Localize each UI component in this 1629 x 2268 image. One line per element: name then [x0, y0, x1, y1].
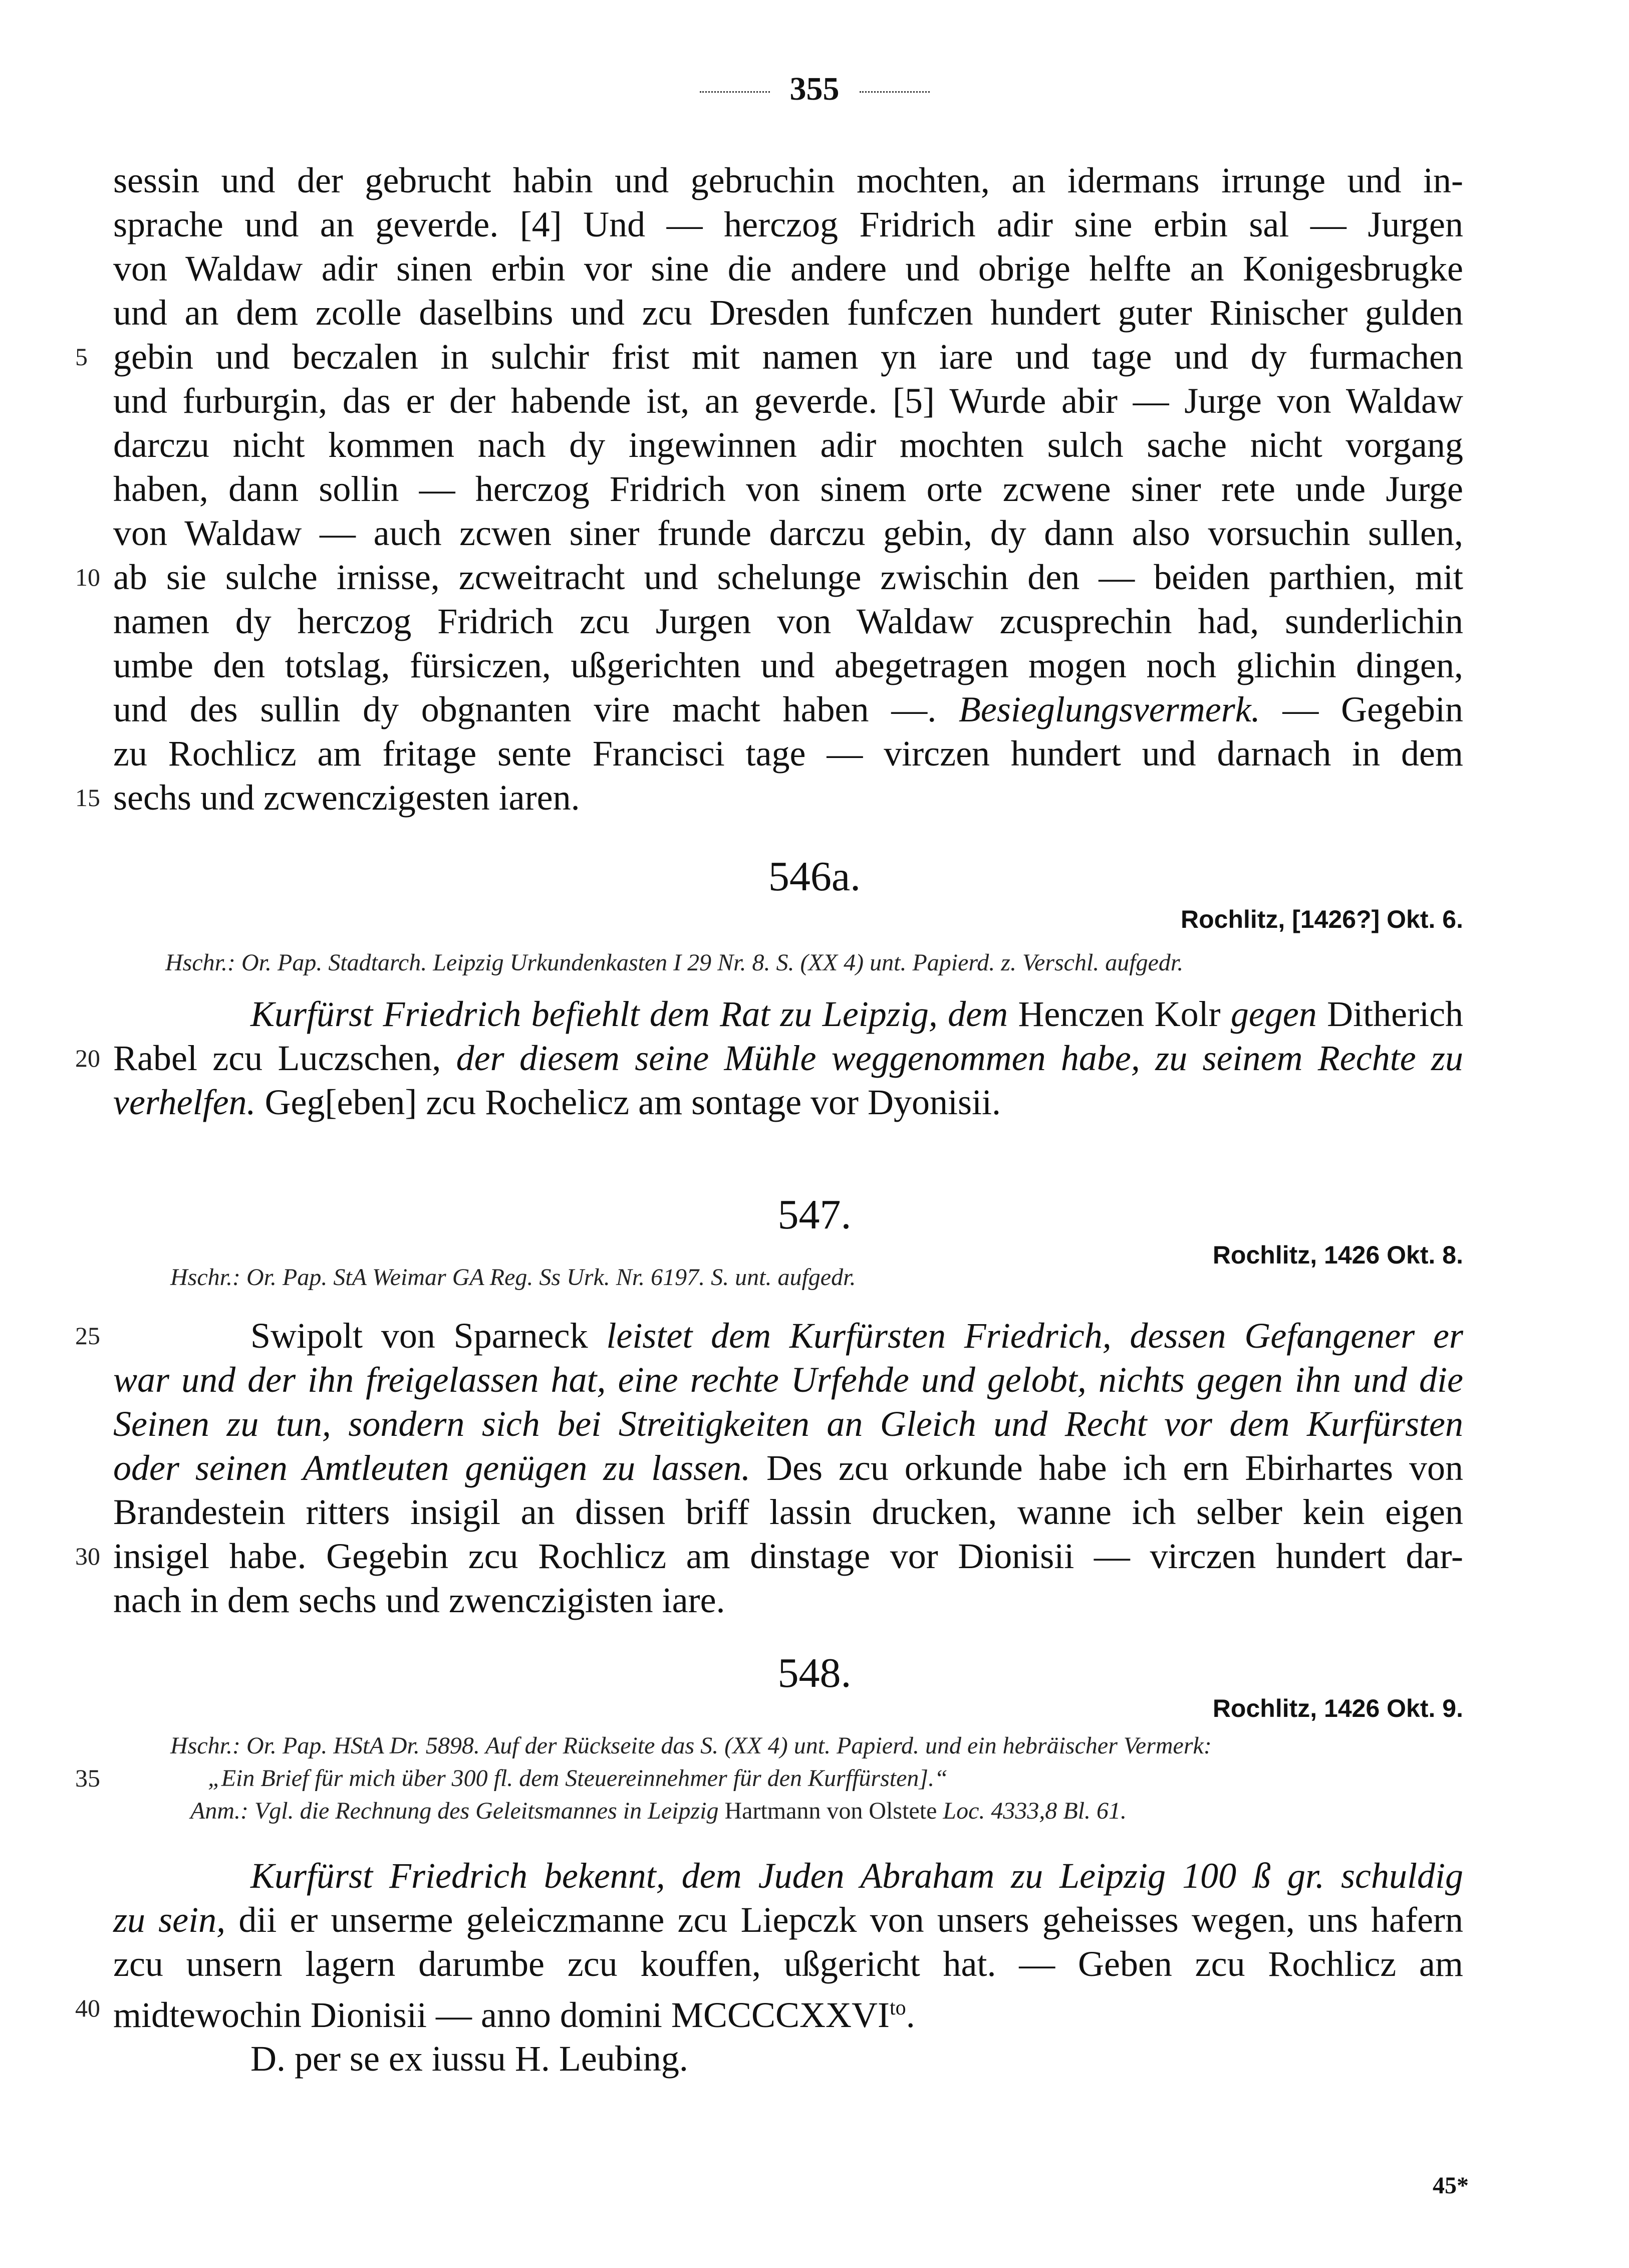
text-line	[113, 1986, 1463, 2037]
source-note: „Ein Brief für mich über 300 fl. dem Steuereinnehmer für den Kurffürsten].“	[208, 1765, 948, 1792]
text-line: gebin und beczalen in sulchir frist mit namen yn iare und tage und dy furmachen	[113, 337, 1463, 377]
line-number: 25	[75, 1322, 100, 1350]
document-date: Rochlitz, 1426 Okt. 8.	[1212, 1241, 1463, 1269]
line-number: 5	[75, 343, 88, 371]
regest-text: leistet dem Kurfürsten Friedrich, dessen Gefangener er	[606, 1316, 1464, 1356]
header-rule-left	[700, 91, 770, 93]
text-span: Ditherich	[1327, 994, 1464, 1034]
header-rule-right	[860, 91, 930, 93]
source-note: Hschr.: Or. Pap. StA Weimar GA Reg. Ss Urk. Nr. 6197. S. unt. aufgedr.	[170, 1264, 856, 1291]
document-date: Rochlitz, 1426 Okt. 9.	[1212, 1694, 1463, 1722]
text-line: namen dy herczog Fridrich zcu Jurgen von Waldaw zcusprechin had, sunderlichin	[113, 601, 1463, 641]
text-span: Swipolt von Sparneck	[250, 1316, 588, 1356]
text-line: zu Rochlicz am fritage sente Francisci tage — virczen hundert und darnach in dem	[113, 733, 1463, 774]
text-span: Geg[eben] zcu Rochelicz am sontage vor Dyonisii.	[264, 1082, 1001, 1122]
line-number: 15	[75, 784, 100, 812]
text-line: von Waldaw — auch zcwen siner frunde darczu gebin, dy dann also vorsuchin sullen,	[113, 513, 1463, 553]
regest-text: oder seinen Amtleuten genügen zu lassen.	[113, 1448, 751, 1488]
page-number	[0, 70, 1629, 108]
text-line: Seinen zu tun, sondern sich bei Streitigkeiten an Gleich und Recht vor dem Kurfürsten	[113, 1404, 1463, 1444]
text-line: Brandestein ritters insigil an dissen briff lassin drucken, wanne ich selber kein eigen	[113, 1492, 1463, 1532]
text-span: und des sullin dy obgnanten vire macht haben —.	[113, 689, 937, 729]
text-line: und furburgin, das er der habende ist, an geverde. [5] Wurde abir — Jurge von Waldaw	[113, 381, 1463, 421]
regest-text: verhelfen.	[113, 1082, 256, 1122]
text-line: sessin und der gebrucht habin und gebruchin mochten, an idermans irrunge und in-	[113, 160, 1463, 200]
text-line: insigel habe. Gegebin zcu Rochlicz am dinstage vor Dionisii — virczen hundert dar-	[113, 1536, 1463, 1576]
source-note: Hschr.: Or. Pap. HStA Dr. 5898. Auf der Rückseite das S. (XX 4) unt. Papierd. und ein hebräischer Vermerk:	[170, 1732, 1212, 1759]
superscript: to	[890, 1996, 906, 2020]
line-number: 20	[75, 1044, 100, 1072]
text-span: Rabel zcu Luczschen,	[113, 1038, 441, 1078]
text-line	[113, 1898, 1463, 1942]
text-span: Henczen Kolr	[1018, 994, 1221, 1034]
text-line: umbe den totslag, fürsiczen, ußgerichten und abegetragen mogen noch glichin dingen,	[113, 645, 1463, 685]
document-number: 546a.	[768, 853, 861, 900]
regest-text: der diesem seine Mühle weggenommen habe, zu seinem Rechte zu	[456, 1038, 1463, 1078]
text-line: sprache und an geverde. [4] Und — herczog Fridrich adir sine erbin sal — Jurgen	[113, 204, 1463, 244]
text-span: — Gegebin	[1282, 689, 1463, 729]
regest-text: gegen	[1230, 994, 1317, 1034]
text-line	[113, 1446, 1463, 1490]
text-line: zcu unsern lagern darumbe zcu kouffen, ußgericht hat. — Geben zcu Rochlicz am	[113, 1944, 1463, 1984]
text-line: ab sie sulche irnisse, zcweitracht und schelunge zwischin den — beiden parthien, mit	[113, 557, 1463, 597]
text-line	[250, 992, 1463, 1036]
text-line	[113, 687, 1463, 731]
text-line: Kurfürst Friedrich bekennt, dem Juden Abraham zu Leipzig 100 ß gr. schuldig	[250, 1856, 1463, 1896]
text-line: von Waldaw adir sinen erbin vor sine die andere und obrige helfte an Konigesbrugke	[113, 248, 1463, 289]
page-number-text: 355	[789, 71, 840, 107]
text-line: D. per se ex iussu H. Leubing.	[250, 2039, 688, 2079]
text-span: dii er unserme geleiczmanne zcu Liepczk von unsers geheisses wegen, uns hafern	[238, 1900, 1464, 1940]
text-line: darczu nicht kommen nach dy ingewinnen adir mochten sulch sache nicht vorgang	[113, 425, 1463, 465]
text-span: .	[906, 1995, 915, 2035]
text-line	[250, 1314, 1463, 1358]
text-span: midtewochin Dionisii — anno domini MCCCCXXVI	[113, 1995, 890, 2035]
line-number: 30	[75, 1542, 100, 1570]
annotation-note	[190, 1796, 1127, 1826]
regest-text: Kurfürst Friedrich befiehlt dem Rat zu Leipzig, dem	[250, 994, 1008, 1034]
annotation-text: Loc. 4333,8 Bl. 61.	[943, 1798, 1127, 1824]
text-line	[113, 1080, 1463, 1124]
sheet-signature: 45*	[1433, 2172, 1469, 2199]
line-number: 10	[75, 563, 100, 591]
regest-text: zu sein,	[113, 1900, 226, 1940]
annotation-name: Hartmann von Olstete	[724, 1798, 937, 1824]
text-line	[113, 1036, 1463, 1080]
line-number: 40	[75, 1994, 100, 2022]
text-span: Des zcu orkunde habe ich ern Ebirhartes von	[766, 1448, 1463, 1488]
text-line: und an dem zcolle daselbins und zcu Dresden funfczen hundert guter Rinischer gulden	[113, 293, 1463, 333]
annotation-text: Anm.: Vgl. die Rechnung des Geleitsmannes in Leipzig	[190, 1798, 719, 1824]
text-line: sechs und zcwenczigesten iaren.	[113, 778, 580, 818]
text-line: haben, dann sollin — herczog Fridrich von sinem orte zcwene siner rete unde Jurge	[113, 469, 1463, 509]
document-date: Rochlitz, [1426?] Okt. 6.	[1180, 905, 1463, 933]
text-line: war und der ihn freigelassen hat, eine rechte Urfehde und gelobt, nichts gegen ihn und die	[113, 1360, 1463, 1400]
line-number: 35	[75, 1764, 100, 1792]
sealing-note: Besieglungsvermerk.	[958, 689, 1260, 729]
source-note: Hschr.: Or. Pap. Stadtarch. Leipzig Urkundenkasten I 29 Nr. 8. S. (XX 4) unt. Papierd. z. Verschl. aufgedr.	[165, 949, 1184, 976]
document-number: 547.	[777, 1191, 852, 1238]
text-line: nach in dem sechs und zwenczigisten iare.	[113, 1580, 725, 1620]
document-number: 548.	[777, 1650, 852, 1696]
